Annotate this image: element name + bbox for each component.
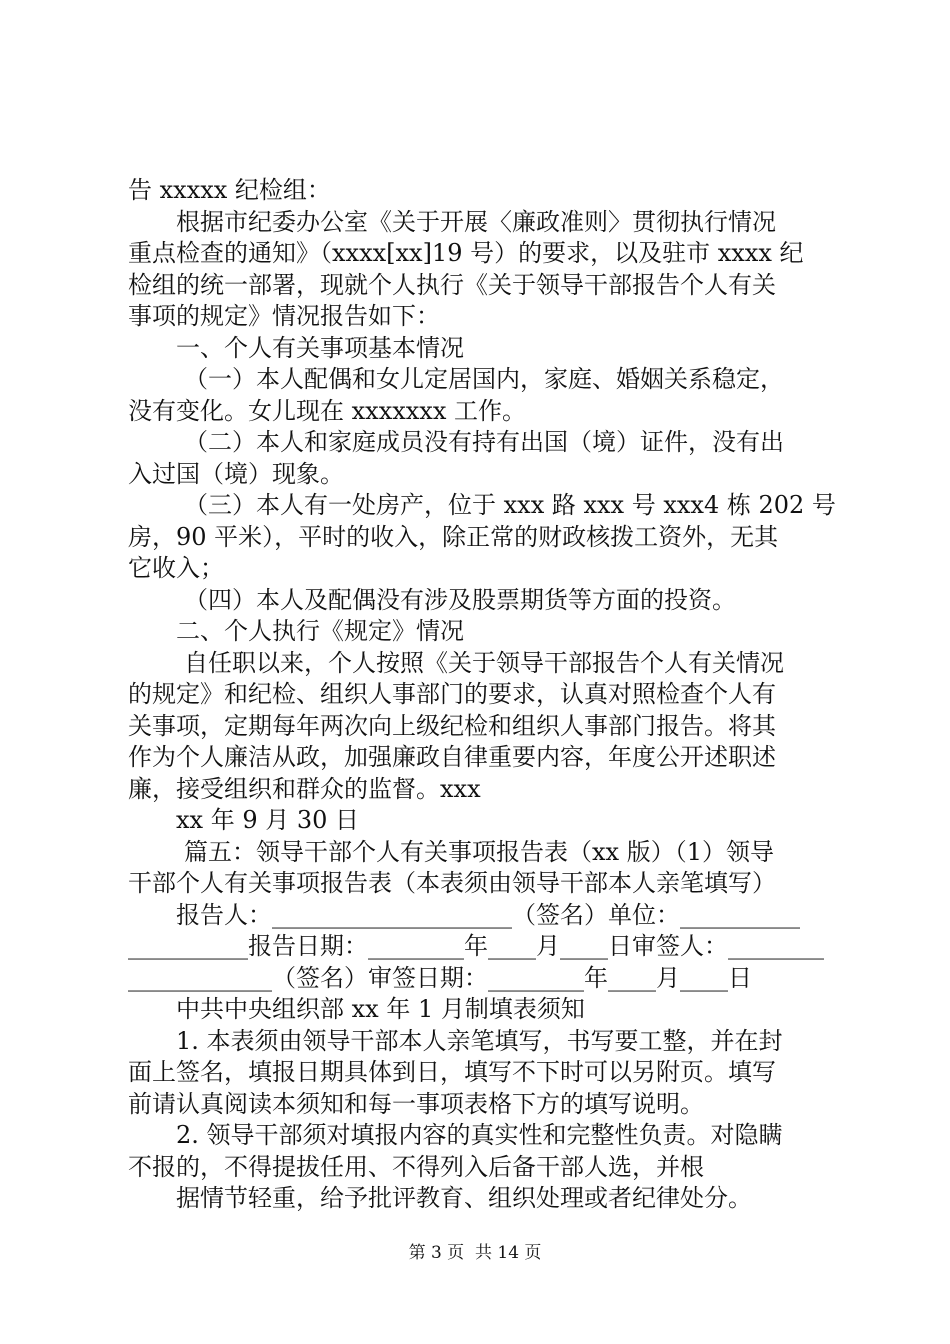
body-line: 重点检查的通知》（xxxx[xx]19 号）的要求，以及驻市 xxxx 纪 — [128, 239, 804, 267]
body-line: 事项的规定》情况报告如下： — [128, 302, 440, 330]
section-heading: 中共中央组织部 xx 年 1 月制填表须知 — [176, 995, 585, 1023]
body-line: 没有变化。女儿现在 xxxxxxx 工作。 — [128, 397, 527, 425]
section-heading: 二、个人执行《规定》情况 — [176, 617, 464, 645]
body-line: （三）本人有一处房产，位于 xxx 路 xxx 号 xxx4 栋 202 号 — [184, 491, 836, 519]
body-line: 据情节轻重，给予批评教育、组织处理或者纪律处分。 — [176, 1184, 752, 1212]
body-line: （一）本人配偶和女儿定居国内，家庭、婚姻关系稳定， — [184, 365, 784, 393]
body-line: 关事项，定期每年两次向上级纪检和组织人事部门报告。将其 — [128, 712, 776, 740]
body-line: 廉，接受组织和群众的监督。xxx — [128, 775, 481, 803]
body-line: 面上签名，填报日期具体到日，填写不下时可以另附页。填写 — [128, 1058, 776, 1086]
body-line: （二）本人和家庭成员没有持有出国（境）证件，没有出 — [184, 428, 784, 456]
body-line: 前请认真阅读本须知和每一事项表格下方的填写说明。 — [128, 1090, 704, 1118]
body-line: 根据市纪委办公室《关于开展〈廉政准则〉贯彻执行情况 — [176, 208, 776, 236]
chapter-heading: 篇五：领导干部个人有关事项报告表（xx 版）（1）领导 — [184, 838, 774, 866]
body-line: 自任职以来，个人按照《关于领导干部报告个人有关情况 — [184, 649, 784, 677]
body-line: 房，90 平米），平时的收入，除正常的财政核拨工资外，无其 — [128, 523, 779, 551]
section-heading: 一、个人有关事项基本情况 — [176, 334, 464, 362]
body-line: 2. 领导干部须对填报内容的真实性和完整性负责。对隐瞒 — [176, 1121, 783, 1149]
body-line: 干部个人有关事项报告表（本表须由领导干部本人亲笔填写） — [128, 869, 776, 897]
body-line: 不报的，不得提拔任用、不得列入后备干部人选，并根 — [128, 1153, 704, 1181]
body-line: 检组的统一部署，现就个人执行《关于领导干部报告个人有关 — [128, 271, 776, 299]
salutation-line: 告 xxxxx 纪检组： — [128, 176, 331, 204]
body-line: 它收入； — [128, 554, 224, 582]
page-number-footer: 第 3 页 共 14 页 — [408, 1243, 542, 1263]
form-field-line: ____________（签名）审签日期：________年____月____日 — [128, 964, 752, 992]
body-line: 1. 本表须由领导干部本人亲笔填写，书写要工整，并在封 — [176, 1027, 783, 1055]
date-line: xx 年 9 月 30 日 — [176, 806, 360, 834]
body-line: 的规定》和纪检、组织人事部门的要求，认真对照检查个人有 — [128, 680, 776, 708]
form-field-line: __________报告日期：________年____月____日审签人：________ — [128, 932, 824, 960]
body-line: （四）本人及配偶没有涉及股票期货等方面的投资。 — [184, 586, 736, 614]
body-line: 入过国（境）现象。 — [128, 460, 344, 488]
form-field-line: 报告人：____________________（签名）单位：__________ — [176, 901, 800, 929]
body-line: 作为个人廉洁从政，加强廉政自律重要内容，年度公开述职述 — [128, 743, 776, 771]
